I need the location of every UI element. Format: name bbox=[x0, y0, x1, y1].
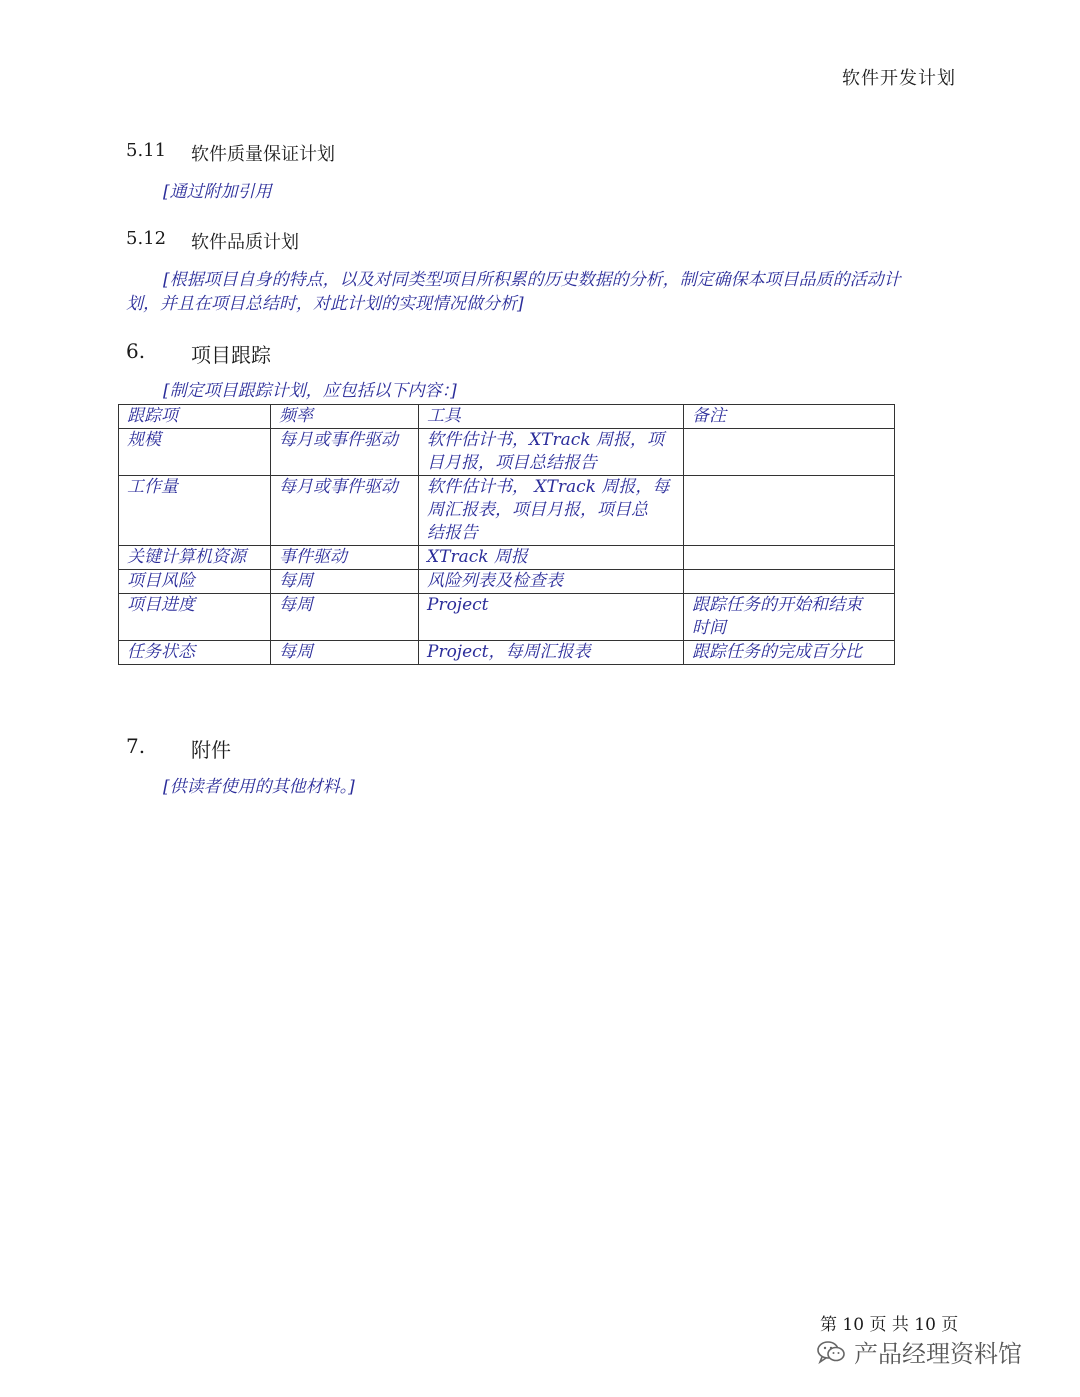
document-header-title: 软件开发计划 bbox=[842, 68, 956, 89]
table-cell-freq: 每月或事件驱动 bbox=[271, 429, 419, 476]
table-cell-remark bbox=[684, 476, 895, 546]
watermark bbox=[816, 1334, 1022, 1369]
table-row bbox=[119, 594, 895, 641]
watermark-text: 产品经理资料馆 bbox=[854, 1340, 1022, 1368]
table-row bbox=[119, 429, 895, 476]
section-5-11-title: 软件质量保证计划 bbox=[191, 144, 335, 165]
table-cell-freq: 每周 bbox=[271, 570, 419, 594]
remark-line: 时间 bbox=[692, 618, 726, 638]
page-footer: 第 10 页 共 10 页 bbox=[820, 1315, 959, 1335]
table-cell-remark bbox=[684, 429, 895, 476]
table-cell-freq: 每月或事件驱动 bbox=[271, 476, 419, 546]
section-5-12-note-line1: [根据项目自身的特点，以及对同类型项目所积累的历史数据的分析，制定确保本项目品质的活动计 bbox=[163, 270, 901, 290]
table-cell-tool: XTrack 周报 bbox=[419, 546, 684, 570]
table-cell-tool: Project，每周汇报表 bbox=[419, 641, 684, 665]
table-cell-tool bbox=[419, 429, 684, 476]
table-cell-remark bbox=[684, 594, 895, 641]
table-cell-item: 规模 bbox=[119, 429, 271, 476]
table-cell-freq: 每周 bbox=[271, 594, 419, 641]
section-7-title: 附件 bbox=[191, 738, 231, 762]
table-cell-remark bbox=[684, 570, 895, 594]
table-header-cell: 备注 bbox=[684, 405, 895, 429]
section-6-title: 项目跟踪 bbox=[191, 343, 271, 367]
table-row bbox=[119, 476, 895, 546]
section-5-11-note: [通过附加引用 bbox=[163, 182, 272, 202]
section-7-note: [供读者使用的其他材料。] bbox=[163, 777, 355, 797]
remark-line: 跟踪任务的开始和结束 bbox=[692, 595, 862, 615]
section-5-11-number: 5.11 bbox=[126, 140, 167, 161]
table-header-cell: 频率 bbox=[271, 405, 419, 429]
table-header-row bbox=[119, 405, 895, 429]
tool-line: 周汇报表，项目月报，项目总 bbox=[427, 500, 648, 520]
section-5-12-note-line2: 划，并且在项目总结时，对此计划的实现情况做分析] bbox=[126, 294, 524, 314]
table-cell-freq: 每周 bbox=[271, 641, 419, 665]
tool-line: 软件估计书， XTrack 周报，每 bbox=[427, 477, 670, 497]
table-cell-freq: 事件驱动 bbox=[271, 546, 419, 570]
table-row bbox=[119, 546, 895, 570]
table-cell-item: 工作量 bbox=[119, 476, 271, 546]
tool-line: 目月报，项目总结报告 bbox=[427, 453, 597, 473]
section-5-12-number: 5.12 bbox=[126, 228, 167, 249]
table-cell-remark: 跟踪任务的完成百分比 bbox=[684, 641, 895, 665]
table-header-cell: 跟踪项 bbox=[119, 405, 271, 429]
section-5-12-title: 软件品质计划 bbox=[191, 232, 299, 253]
section-6-number: 6. bbox=[126, 339, 146, 363]
table-cell-remark bbox=[684, 546, 895, 570]
wechat-icon bbox=[816, 1339, 846, 1365]
table-cell-item: 关键计算机资源 bbox=[119, 546, 271, 570]
section-6-note: [制定项目跟踪计划，应包括以下内容：] bbox=[163, 381, 457, 401]
table-cell-tool: Project bbox=[419, 594, 684, 641]
table-cell-tool: 风险列表及检查表 bbox=[419, 570, 684, 594]
section-7-number: 7. bbox=[126, 734, 146, 758]
table-cell-item: 项目风险 bbox=[119, 570, 271, 594]
table-cell-item: 项目进度 bbox=[119, 594, 271, 641]
table-row bbox=[119, 641, 895, 665]
tool-line: 软件估计书，XTrack 周报，项 bbox=[427, 430, 664, 450]
tracking-table bbox=[118, 404, 895, 665]
tool-line: 结报告 bbox=[427, 523, 478, 543]
table-cell-tool bbox=[419, 476, 684, 546]
table-row bbox=[119, 570, 895, 594]
table-cell-item: 任务状态 bbox=[119, 641, 271, 665]
table-header-cell: 工具 bbox=[419, 405, 684, 429]
